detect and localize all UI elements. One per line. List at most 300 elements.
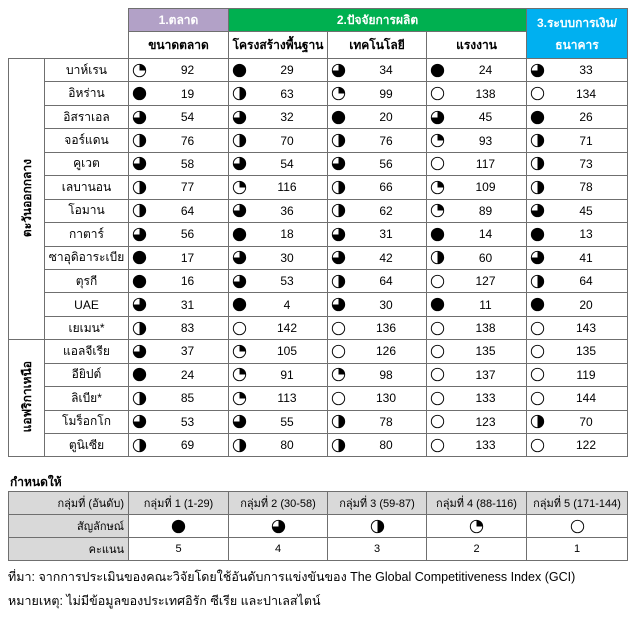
rank-value: 56 [180, 227, 195, 242]
rank-value: 4 [283, 297, 291, 312]
three-quarter-circle-icon [331, 297, 346, 312]
rank-cell-infrastructure [229, 129, 328, 152]
rank-cell-market-size [129, 105, 229, 128]
rank-cell-infrastructure [229, 340, 328, 363]
rank-value: 33 [579, 63, 593, 78]
empty-circle-icon [430, 344, 445, 359]
empty-circle-icon [331, 344, 346, 359]
rank-cell-finance [527, 82, 628, 105]
rank-cell-finance [527, 434, 628, 457]
rank-cell-finance [527, 387, 628, 410]
rank-value: 62 [379, 203, 393, 218]
legend-title: กำหนดให้ [10, 475, 62, 489]
rank-cell-technology [328, 223, 427, 246]
rank-value: 20 [379, 110, 393, 125]
rank-value: 138 [475, 86, 496, 101]
rank-cell-technology [328, 59, 427, 82]
half-circle-icon [132, 321, 147, 336]
rank-value: 20 [579, 297, 593, 312]
rank-cell-market-size [129, 387, 229, 410]
country-name: บาห์เรน [45, 59, 129, 82]
full-circle-icon [430, 297, 445, 312]
rank-cell-market-size [129, 434, 229, 457]
rank-value: 93 [478, 133, 493, 148]
table-row [9, 387, 628, 410]
legend-group-row [9, 492, 628, 515]
rank-cell-labor [427, 105, 527, 128]
table-row [9, 269, 628, 292]
legend-group-label: กลุ่มที่ 3 (59-87) [328, 492, 427, 515]
rank-cell-technology [328, 152, 427, 175]
rank-value: 73 [579, 156, 593, 171]
rank-cell-market-size [129, 223, 229, 246]
rank-value: 60 [478, 250, 493, 265]
rank-value: 77 [180, 180, 195, 195]
legend-table [8, 491, 628, 561]
legend-score-value: 1 [527, 538, 628, 561]
rank-value: 134 [575, 86, 597, 101]
empty-circle-icon [430, 274, 445, 289]
country-name: เลบานอน [45, 176, 129, 199]
country-name: โมร็อกโก [45, 410, 129, 433]
rank-cell-technology [328, 340, 427, 363]
rank-cell-labor [427, 152, 527, 175]
rank-cell-market-size [129, 340, 229, 363]
table-row [9, 105, 628, 128]
rank-value: 19 [180, 86, 195, 101]
legend-symbol-cell [527, 515, 628, 538]
rank-cell-infrastructure [229, 363, 328, 386]
rank-value: 26 [579, 110, 593, 125]
rank-value: 89 [478, 203, 493, 218]
region-cell-middle-east [9, 59, 45, 340]
three-quarter-circle-icon [331, 250, 346, 265]
quarter-circle-icon [430, 133, 445, 148]
quarter-circle-icon [232, 180, 247, 195]
rank-cell-technology [328, 363, 427, 386]
rank-value: 31 [379, 227, 393, 242]
three-quarter-circle-icon [132, 156, 147, 171]
half-circle-icon [530, 180, 545, 195]
rank-value: 92 [180, 63, 195, 78]
rank-value: 142 [276, 321, 298, 336]
empty-circle-icon [530, 438, 545, 453]
rank-cell-technology [328, 129, 427, 152]
empty-circle-icon [530, 86, 545, 101]
empty-circle-icon [232, 321, 247, 336]
rank-cell-market-size [129, 410, 229, 433]
country-name: ตุรกี [45, 269, 129, 292]
finance-header [527, 9, 628, 59]
rank-cell-technology [328, 82, 427, 105]
three-quarter-circle-icon [132, 297, 147, 312]
remark-note: หมายเหตุ: ไม่มีข้อมูลของประเทศอิรัก ซีเรีย และปาเลสไตน์ [8, 594, 321, 608]
three-quarter-circle-icon [331, 227, 346, 242]
full-circle-icon [132, 86, 147, 101]
rank-cell-market-size [129, 246, 229, 269]
country-name: ตูนิเซีย [45, 434, 129, 457]
half-circle-icon [331, 133, 346, 148]
country-name: แอลจีเรีย [45, 340, 129, 363]
table-row [9, 363, 628, 386]
rank-value: 66 [379, 180, 393, 195]
rank-cell-finance [527, 176, 628, 199]
legend-symbol-cell [129, 515, 229, 538]
rank-cell-labor [427, 363, 527, 386]
full-circle-icon [430, 63, 445, 78]
three-quarter-circle-icon [132, 344, 147, 359]
competitiveness-table [8, 8, 628, 457]
country-name: ซาอุดิอาระเบีย [45, 246, 129, 269]
three-quarter-circle-icon [132, 227, 147, 242]
rank-value: 45 [478, 110, 493, 125]
rank-value: 31 [180, 297, 195, 312]
legend-symbol-row-label: สัญลักษณ์ [9, 515, 129, 538]
empty-circle-icon [331, 321, 346, 336]
empty-circle-icon [530, 367, 545, 382]
table-corner [9, 9, 129, 59]
rank-cell-finance [527, 129, 628, 152]
country-name: คูเวต [45, 152, 129, 175]
rank-cell-infrastructure [229, 223, 328, 246]
rank-value: 64 [180, 203, 195, 218]
half-circle-icon [430, 250, 445, 265]
region-label: ตะวันออกกลาง [20, 158, 34, 237]
full-circle-icon [530, 297, 545, 312]
rank-cell-technology [328, 293, 427, 316]
rank-value: 55 [280, 414, 294, 429]
rank-cell-infrastructure [229, 199, 328, 222]
rank-value: 54 [180, 110, 195, 125]
rank-cell-infrastructure [229, 176, 328, 199]
subheader-labor: แรงงาน [427, 32, 527, 59]
three-quarter-circle-icon [530, 203, 545, 218]
rank-value: 117 [475, 156, 496, 171]
empty-circle-icon [430, 438, 445, 453]
quarter-circle-icon [132, 63, 147, 78]
rank-value: 113 [277, 391, 297, 406]
rank-cell-market-size [129, 82, 229, 105]
full-circle-icon [331, 110, 346, 125]
rank-value: 135 [475, 344, 496, 359]
half-circle-icon [132, 391, 147, 406]
subheader-infrastructure: โครงสร้างพื้นฐาน [229, 32, 328, 59]
three-quarter-circle-icon [132, 110, 147, 125]
legend-group-label: กลุ่มที่ 4 (88-116) [427, 492, 527, 515]
rank-value: 78 [379, 414, 393, 429]
table-row [9, 59, 628, 82]
empty-circle-icon [430, 414, 445, 429]
rank-value: 109 [475, 180, 496, 195]
empty-circle-icon [430, 321, 445, 336]
rank-cell-labor [427, 269, 527, 292]
three-quarter-circle-icon [232, 203, 247, 218]
rank-value: 30 [280, 250, 294, 265]
table-row [9, 199, 628, 222]
finance-header-line1: 3.ระบบการเงิน/ [536, 15, 618, 30]
quarter-circle-icon [232, 344, 247, 359]
legend-group-label: กลุ่มที่ 2 (30-58) [229, 492, 328, 515]
three-quarter-circle-icon [232, 414, 247, 429]
rank-cell-market-size [129, 176, 229, 199]
country-name: อิหร่าน [45, 82, 129, 105]
rank-cell-market-size [129, 199, 229, 222]
legend-score-value: 3 [328, 538, 427, 561]
full-circle-icon [132, 367, 147, 382]
full-circle-icon [232, 227, 247, 242]
rank-value: 36 [280, 203, 294, 218]
rank-value: 17 [180, 250, 195, 265]
three-quarter-circle-icon [232, 250, 247, 265]
empty-circle-icon [530, 344, 545, 359]
rank-cell-finance [527, 340, 628, 363]
rank-value: 116 [277, 180, 297, 195]
country-name: กาตาร์ [45, 223, 129, 246]
rank-cell-finance [527, 199, 628, 222]
three-quarter-circle-icon [232, 110, 247, 125]
table-row [9, 293, 628, 316]
table-row [9, 410, 628, 433]
legend-score-row [9, 538, 628, 561]
country-name: โอมาน [45, 199, 129, 222]
empty-circle-icon [331, 391, 346, 406]
region-label: แอฟริกาเหนือ [20, 361, 34, 433]
rank-cell-market-size [129, 59, 229, 82]
country-name: จอร์แดน [45, 129, 129, 152]
rank-cell-infrastructure [229, 82, 328, 105]
rank-value: 76 [379, 133, 393, 148]
rank-value: 80 [280, 438, 294, 453]
finance-header-line2: ธนาคาร [555, 37, 599, 52]
half-circle-icon [331, 274, 346, 289]
country-name: อิสราเอล [45, 105, 129, 128]
rank-cell-labor [427, 316, 527, 339]
half-circle-icon [331, 203, 346, 218]
legend-symbol-row [9, 515, 628, 538]
rank-cell-infrastructure [229, 246, 328, 269]
rank-value: 122 [575, 438, 597, 453]
rank-cell-labor [427, 223, 527, 246]
half-circle-icon [132, 133, 147, 148]
three-quarter-circle-icon [430, 110, 445, 125]
full-circle-icon [530, 110, 545, 125]
rank-value: 123 [475, 414, 496, 429]
half-circle-icon [331, 180, 346, 195]
rank-value: 83 [180, 321, 195, 336]
rank-value: 37 [180, 344, 195, 359]
rank-cell-finance [527, 316, 628, 339]
rank-value: 64 [379, 274, 393, 289]
production-factors-header: 2.ปัจจัยการผลิต [229, 9, 527, 32]
rank-value: 78 [579, 180, 593, 195]
rank-cell-infrastructure [229, 387, 328, 410]
rank-cell-labor [427, 59, 527, 82]
country-name: เยเมน* [45, 316, 129, 339]
half-circle-icon [132, 438, 147, 453]
table-row [9, 434, 628, 457]
legend-symbol-cell [328, 515, 427, 538]
region-cell-north-africa [9, 340, 45, 457]
rank-cell-infrastructure [229, 269, 328, 292]
rank-value: 41 [579, 250, 593, 265]
full-circle-icon [430, 227, 445, 242]
rank-value: 80 [379, 438, 393, 453]
country-name: ลิเบีย* [45, 387, 129, 410]
rank-value: 29 [280, 63, 294, 78]
rank-cell-market-size [129, 152, 229, 175]
half-circle-icon [232, 438, 247, 453]
full-circle-icon [171, 519, 186, 534]
rank-cell-technology [328, 105, 427, 128]
rank-cell-infrastructure [229, 434, 328, 457]
rank-cell-finance [527, 105, 628, 128]
rank-cell-market-size [129, 293, 229, 316]
rank-value: 18 [280, 227, 294, 242]
subheader-market-size: ขนาดตลาด [129, 32, 229, 59]
rank-value: 42 [379, 250, 393, 265]
empty-circle-icon [530, 321, 545, 336]
country-name: อียิปต์ [45, 363, 129, 386]
legend-symbol-cell [427, 515, 527, 538]
subheader-technology: เทคโนโลยี [328, 32, 427, 59]
three-quarter-circle-icon [530, 250, 545, 265]
rank-cell-infrastructure [229, 152, 328, 175]
rank-value: 76 [180, 133, 195, 148]
legend-group-row-label: กลุ่มที่ (อันดับ) [9, 492, 129, 515]
rank-cell-finance [527, 269, 628, 292]
rank-value: 127 [475, 274, 496, 289]
rank-value: 56 [379, 156, 393, 171]
market-header: 1.ตลาด [129, 9, 229, 32]
three-quarter-circle-icon [132, 414, 147, 429]
legend-score-value: 2 [427, 538, 527, 561]
rank-cell-labor [427, 434, 527, 457]
rank-cell-technology [328, 434, 427, 457]
rank-cell-labor [427, 387, 527, 410]
rank-cell-technology [328, 387, 427, 410]
rank-value: 133 [475, 391, 496, 406]
quarter-circle-icon [430, 203, 445, 218]
rank-cell-labor [427, 340, 527, 363]
rank-value: 136 [375, 321, 397, 336]
half-circle-icon [530, 414, 545, 429]
three-quarter-circle-icon [232, 274, 247, 289]
rank-value: 135 [575, 344, 597, 359]
half-circle-icon [530, 156, 545, 171]
half-circle-icon [530, 274, 545, 289]
rank-value: 133 [475, 438, 496, 453]
rank-value: 138 [475, 321, 496, 336]
rank-cell-infrastructure [229, 316, 328, 339]
table-row [9, 223, 628, 246]
quarter-circle-icon [232, 391, 247, 406]
rank-value: 24 [180, 367, 195, 382]
rank-value: 143 [575, 321, 597, 336]
quarter-circle-icon [469, 519, 484, 534]
rank-value: 64 [579, 274, 593, 289]
rank-value: 13 [579, 227, 593, 242]
half-circle-icon [530, 133, 545, 148]
rank-cell-infrastructure [229, 293, 328, 316]
empty-circle-icon [430, 367, 445, 382]
rank-cell-market-size [129, 269, 229, 292]
rank-cell-technology [328, 269, 427, 292]
rank-value: 14 [478, 227, 493, 242]
half-circle-icon [132, 203, 147, 218]
table-row [9, 82, 628, 105]
half-circle-icon [331, 414, 346, 429]
rank-value: 130 [375, 391, 397, 406]
full-circle-icon [132, 250, 147, 265]
empty-circle-icon [530, 391, 545, 406]
rank-cell-technology [328, 410, 427, 433]
rank-value: 54 [280, 156, 294, 171]
empty-circle-icon [430, 86, 445, 101]
rank-cell-labor [427, 293, 527, 316]
rank-value: 70 [280, 133, 294, 148]
full-circle-icon [232, 297, 247, 312]
rank-cell-labor [427, 246, 527, 269]
rank-value: 119 [576, 367, 596, 382]
empty-circle-icon [430, 391, 445, 406]
legend-group-label: กลุ่มที่ 5 (171-144) [527, 492, 628, 515]
rank-value: 16 [180, 274, 195, 289]
table-row [9, 340, 628, 363]
quarter-circle-icon [331, 86, 346, 101]
rank-cell-market-size [129, 363, 229, 386]
half-circle-icon [132, 180, 147, 195]
rank-value: 24 [478, 63, 493, 78]
legend-symbol-cell [229, 515, 328, 538]
rank-value: 11 [479, 297, 492, 312]
full-circle-icon [530, 227, 545, 242]
empty-circle-icon [570, 519, 585, 534]
rank-value: 71 [579, 133, 593, 148]
rank-cell-labor [427, 199, 527, 222]
country-name: UAE [45, 293, 129, 316]
rank-cell-infrastructure [229, 105, 328, 128]
full-circle-icon [232, 63, 247, 78]
three-quarter-circle-icon [331, 63, 346, 78]
rank-cell-finance [527, 293, 628, 316]
rank-cell-technology [328, 246, 427, 269]
rank-value: 58 [180, 156, 195, 171]
rank-value: 98 [379, 367, 393, 382]
table-row [9, 316, 628, 339]
three-quarter-circle-icon [271, 519, 286, 534]
quarter-circle-icon [331, 367, 346, 382]
rank-cell-technology [328, 176, 427, 199]
rank-value: 70 [579, 414, 593, 429]
header-row [9, 9, 628, 32]
rank-cell-finance [527, 246, 628, 269]
full-circle-icon [132, 274, 147, 289]
rank-value: 30 [379, 297, 393, 312]
rank-cell-technology [328, 199, 427, 222]
quarter-circle-icon [232, 367, 247, 382]
rank-value: 53 [180, 414, 195, 429]
table-row [9, 176, 628, 199]
rank-value: 34 [379, 63, 393, 78]
quarter-circle-icon [430, 180, 445, 195]
three-quarter-circle-icon [232, 156, 247, 171]
rank-value: 85 [180, 391, 195, 406]
rank-cell-infrastructure [229, 410, 328, 433]
legend-score-row-label: คะแนน [9, 538, 129, 561]
three-quarter-circle-icon [331, 156, 346, 171]
source-note: ที่มา: จากการประเมินของคณะวิจัยโดยใช้อันดับการแข่งขันของ The Global Competitiveness Index (GCI) [8, 570, 576, 584]
rank-value: 63 [280, 86, 294, 101]
